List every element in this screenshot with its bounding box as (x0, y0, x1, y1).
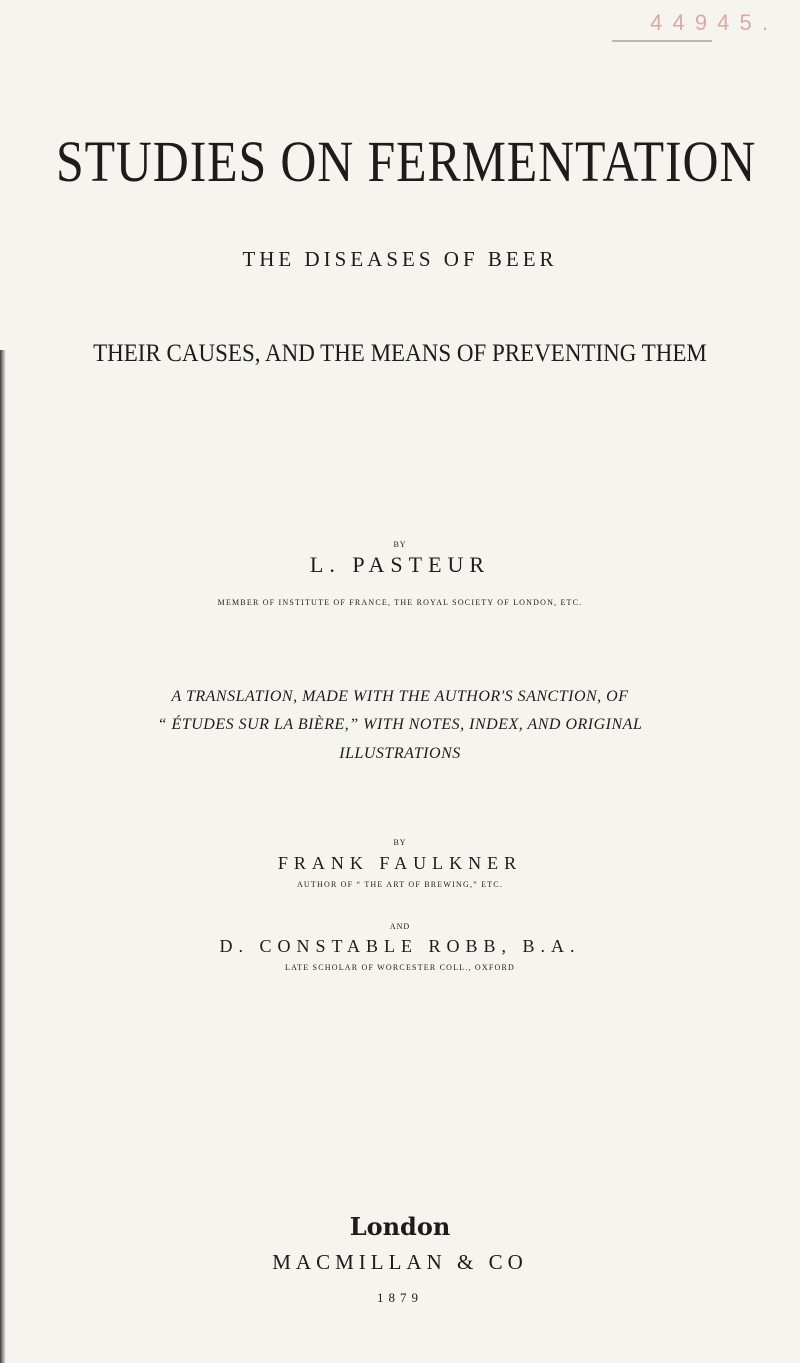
by-label-author: BY (393, 540, 407, 549)
publisher-name: MACMILLAN & CO (272, 1250, 528, 1274)
book-title: STUDIES ON FERMENTATION (56, 129, 757, 194)
translation-line-1: A TRANSLATION, MADE WITH THE AUTHOR'S SANCTION, OF (171, 688, 629, 705)
pencil-annotation: 4 4 9 4 5 . (650, 10, 770, 35)
and-label: AND (389, 922, 411, 931)
translator-faulkner-note: AUTHOR OF “ THE ART OF BREWING,” ETC. (296, 880, 504, 889)
by-label-translators: BY (393, 838, 407, 847)
translation-line-3: ILLUSTRATIONS (339, 745, 461, 762)
author-affiliation: MEMBER OF INSTITUTE OF FRANCE, THE ROYAL SOCIETY OF LONDON, ETC. (217, 598, 583, 607)
translator-faulkner: FRANK FAULKNER (277, 853, 523, 873)
annotation-underline (612, 40, 712, 42)
translator-robb-note: LATE SCHOLAR OF WORCESTER COLL., OXFORD (285, 963, 515, 972)
translator-robb: D. CONSTABLE ROBB, B.A. (219, 936, 581, 956)
publication-year: 1879 (377, 1290, 423, 1305)
publication-place: London (349, 1212, 451, 1241)
author-name: L. PASTEUR (309, 552, 491, 577)
subtitle-diseases: THE DISEASES OF BEER (242, 247, 558, 271)
translation-line-2: “ ÉTUDES SUR LA BIÈRE,” WITH NOTES, INDEX, AND ORIGINAL (157, 716, 643, 733)
subtitle-causes: THEIR CAUSES, AND THE MEANS OF PREVENTING THEM (93, 340, 707, 367)
